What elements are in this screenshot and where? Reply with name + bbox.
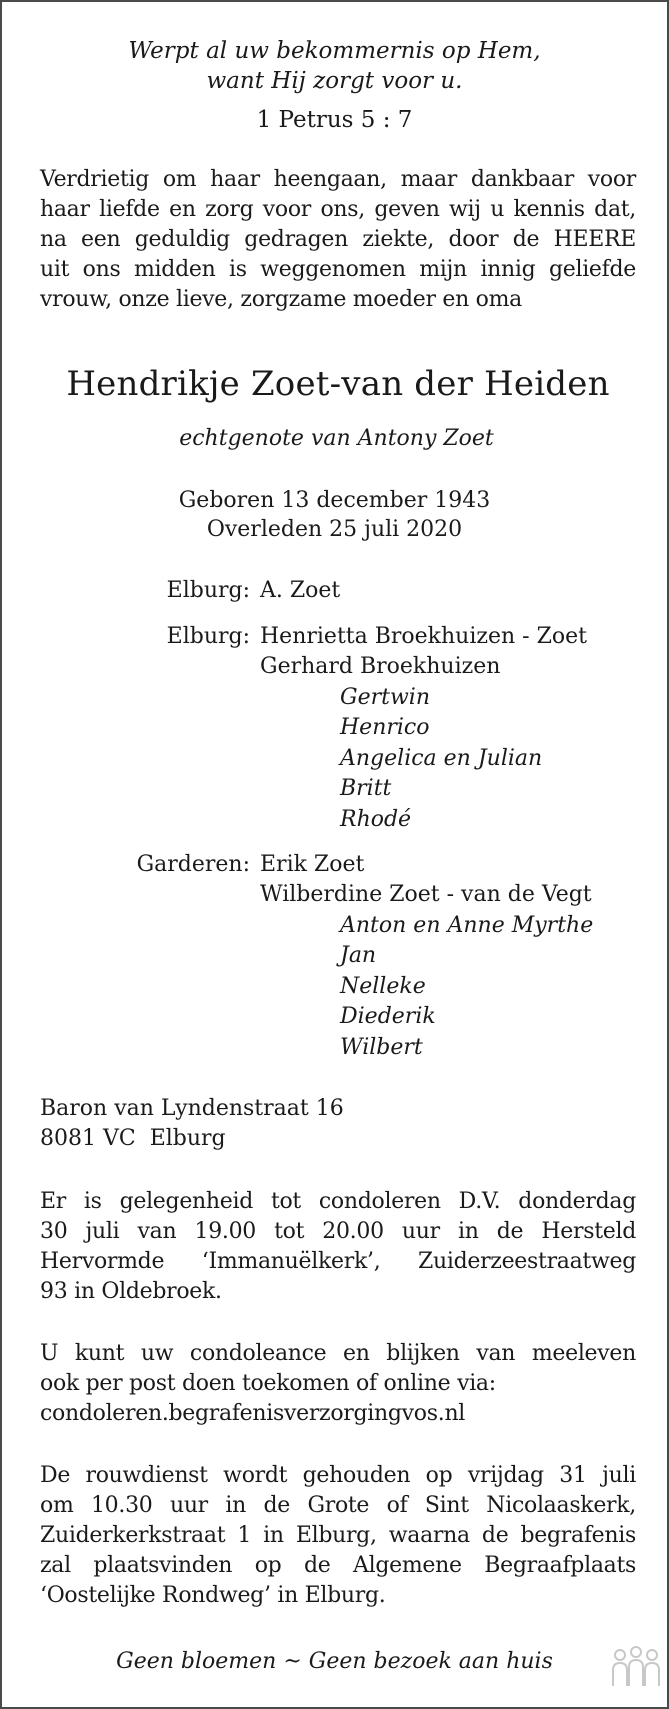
- closing-note: Geen bloemen ~ Geen bezoek aan huis: [116, 1649, 553, 1674]
- grandchild: Diederik: [340, 1004, 436, 1029]
- condolence-line: 30 juli van 19.00 tot 20.00 uur in de Hersteld: [40, 1219, 636, 1244]
- family-member: Henrietta Broekhuizen - Zoet: [260, 624, 587, 649]
- died-date: Overleden 25 juli 2020: [206, 517, 463, 542]
- born-date: Geboren 13 december 1943: [178, 488, 491, 513]
- family-place: Elburg:: [166, 624, 250, 649]
- intro-line-1: Verdrietig om haar heengaan, maar dankbaar voor: [40, 167, 636, 192]
- grandchild: Britt: [340, 776, 392, 801]
- people-group-icon: [611, 1646, 661, 1688]
- service-line: De rouwdienst wordt gehouden op vrijdag 31 juli: [40, 1463, 636, 1488]
- service-line: Zuiderkerkstraat 1 in Elburg, waarna de begrafenis: [40, 1523, 636, 1548]
- address-city: 8081 VC Elburg: [40, 1126, 226, 1151]
- family-place: Garderen:: [136, 852, 250, 877]
- grandchild: Wilbert: [340, 1035, 423, 1060]
- grandchild: Gertwin: [340, 685, 430, 710]
- online-line: U kunt uw condoleance en blijken van meeleven: [40, 1341, 636, 1366]
- family-member: A. Zoet: [260, 578, 341, 603]
- address-street: Baron van Lyndenstraat 16: [40, 1096, 344, 1121]
- service-line: ‘Oostelijke Rondweg’ in Elburg.: [40, 1583, 386, 1608]
- service-line: om 10.30 uur in de Grote of Sint Nicolaaskerk,: [40, 1493, 636, 1518]
- intro-line-2: haar liefde en zorg voor ons, geven wij u kennis dat,: [40, 197, 636, 222]
- condolence-line: Er is gelegenheid tot condoleren D.V. donderdag: [40, 1189, 636, 1214]
- grandchild: Henrico: [340, 715, 430, 740]
- intro-line-5: vrouw, onze lieve, zorgzame moeder en oma: [40, 287, 522, 312]
- grandchild: Rhodé: [340, 807, 412, 832]
- spouse-line: echtgenote van Antony Zoet: [179, 426, 494, 451]
- bible-reference: 1 Petrus 5 : 7: [256, 107, 413, 133]
- condolence-website: condoleren.begrafenisverzorgingvos.nl: [40, 1401, 466, 1426]
- family-member: Gerhard Broekhuizen: [260, 654, 501, 679]
- grandchild: Nelleke: [340, 974, 426, 999]
- intro-line-3: na een geduldig gedragen ziekte, door de HEERE: [40, 227, 636, 252]
- grandchild: Angelica en Julian: [340, 746, 543, 771]
- motto-line-1: Werpt al uw bekommernis op Hem,: [128, 38, 541, 64]
- condolence-line: Hervormde ‘Immanuëlkerk’, Zuiderzeestraatweg: [40, 1249, 636, 1274]
- grandchild: Jan: [340, 943, 377, 968]
- motto-line-2: want Hij zorgt voor u.: [206, 68, 463, 94]
- condolence-line: 93 in Oldebroek.: [40, 1279, 222, 1304]
- family-place: Elburg:: [166, 578, 250, 603]
- intro-line-4: uit ons midden is weggenomen mijn innig geliefde: [40, 257, 636, 282]
- deceased-name: Hendrikje Zoet-van der Heiden: [66, 364, 610, 404]
- service-line: zal plaatsvinden op de Algemene Begraafplaats: [40, 1553, 636, 1578]
- grandchild: Anton en Anne Myrthe: [340, 913, 594, 938]
- family-member: Erik Zoet: [260, 852, 365, 877]
- online-line: ook per post doen toekomen of online via:: [40, 1371, 496, 1396]
- family-member: Wilberdine Zoet - van de Vegt: [260, 882, 592, 907]
